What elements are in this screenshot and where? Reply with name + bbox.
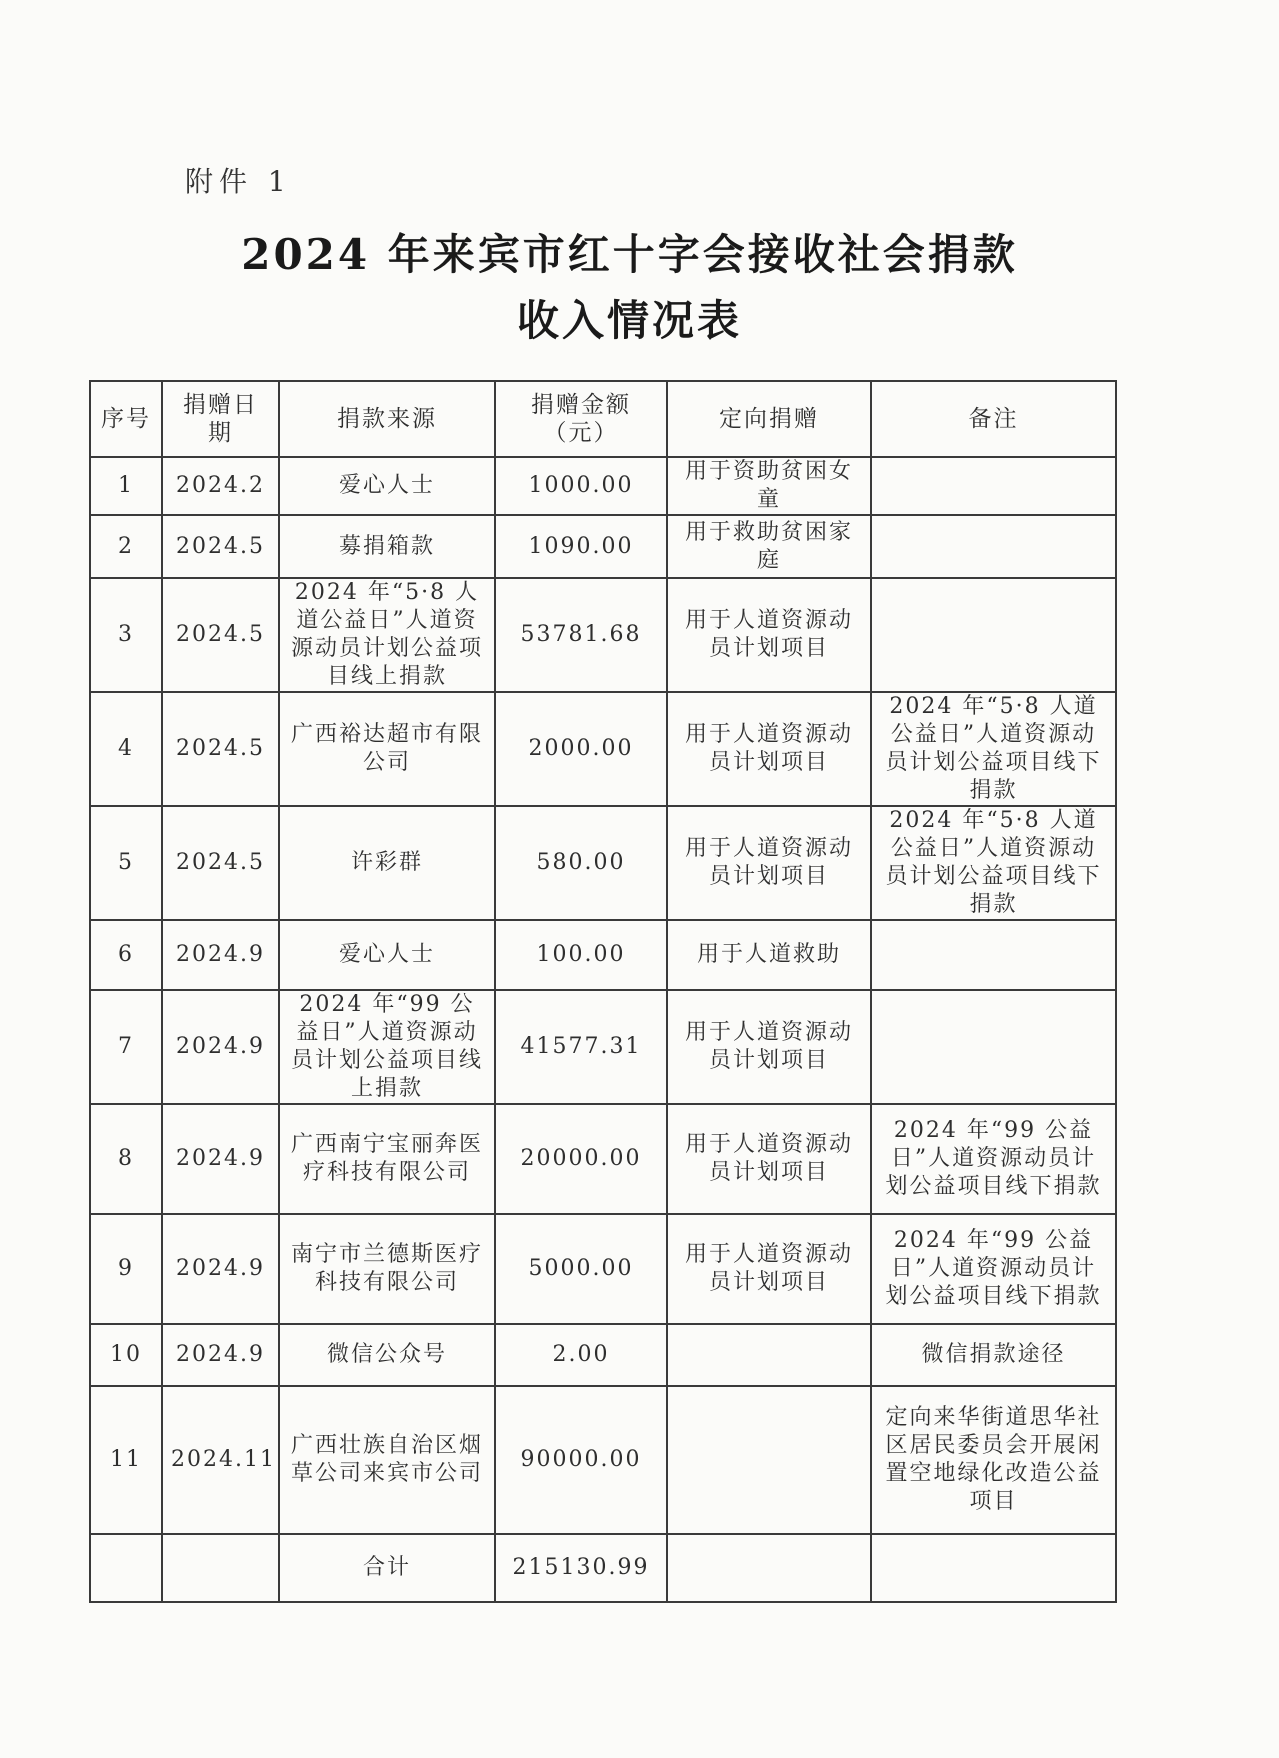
cell-remark: 定向来华街道思华社区居民委员会开展闲置空地绿化改造公益项目 [871, 1386, 1116, 1534]
cell-remark [871, 920, 1116, 990]
cell-no: 11 [90, 1386, 162, 1534]
cell-directed: 用于人道资源动员计划项目 [667, 806, 871, 920]
cell-source: 广西壮族自治区烟草公司来宾市公司 [279, 1386, 495, 1534]
cell-remark: 2024 年“99 公益日”人道资源动员计划公益项目线下捐款 [871, 1214, 1116, 1324]
cell-date [162, 1534, 279, 1602]
cell-no: 1 [90, 457, 162, 515]
table-header-row [90, 381, 1116, 457]
header-no: 序号 [90, 381, 162, 457]
cell-remark [871, 515, 1116, 578]
cell-date: 2024.9 [162, 1324, 279, 1386]
cell-date: 2024.5 [162, 515, 279, 578]
table-row [90, 578, 1116, 692]
cell-remark: 微信捐款途径 [871, 1324, 1116, 1386]
cell-source: 广西裕达超市有限公司 [279, 692, 495, 806]
header-amount: 捐赠金额（元） [495, 381, 667, 457]
cell-source: 微信公众号 [279, 1324, 495, 1386]
cell-amount: 20000.00 [495, 1104, 667, 1214]
cell-remark: 2024 年“99 公益日”人道资源动员计划公益项目线下捐款 [871, 1104, 1116, 1214]
cell-directed: 用于资助贫困女童 [667, 457, 871, 515]
cell-source: 许彩群 [279, 806, 495, 920]
cell-directed [667, 1534, 871, 1602]
cell-directed: 用于人道资源动员计划项目 [667, 578, 871, 692]
table-row [90, 692, 1116, 806]
cell-date: 2024.2 [162, 457, 279, 515]
cell-date: 2024.5 [162, 578, 279, 692]
cell-date: 2024.5 [162, 692, 279, 806]
cell-amount: 1090.00 [495, 515, 667, 578]
cell-no: 3 [90, 578, 162, 692]
cell-date: 2024.11 [162, 1386, 279, 1534]
cell-directed: 用于人道救助 [667, 920, 871, 990]
cell-source: 募捐箱款 [279, 515, 495, 578]
document-title: 2024 年来宾市红十字会接收社会捐款 [241, 230, 1018, 279]
cell-amount: 2000.00 [495, 692, 667, 806]
cell-amount: 41577.31 [495, 990, 667, 1104]
cell-date: 2024.9 [162, 920, 279, 990]
cell-source: 爱心人士 [279, 457, 495, 515]
cell-amount: 100.00 [495, 920, 667, 990]
cell-date: 2024.5 [162, 806, 279, 920]
cell-source: 广西南宁宝丽奔医疗科技有限公司 [279, 1104, 495, 1214]
cell-directed [667, 1386, 871, 1534]
cell-amount: 53781.68 [495, 578, 667, 692]
cell-directed [667, 1324, 871, 1386]
cell-no: 9 [90, 1214, 162, 1324]
cell-amount: 2.00 [495, 1324, 667, 1386]
cell-no: 4 [90, 692, 162, 806]
cell-amount: 90000.00 [495, 1386, 667, 1534]
cell-remark [871, 578, 1116, 692]
table-row [90, 1214, 1116, 1324]
table-row [90, 1324, 1116, 1386]
document-subtitle: 收入情况表 [516, 296, 742, 345]
table-row [90, 515, 1116, 578]
cell-no: 2 [90, 515, 162, 578]
cell-source: 南宁市兰德斯医疗科技有限公司 [279, 1214, 495, 1324]
cell-amount: 5000.00 [495, 1214, 667, 1324]
cell-no [90, 1534, 162, 1602]
cell-date: 2024.9 [162, 1214, 279, 1324]
cell-no: 7 [90, 990, 162, 1104]
cell-directed: 用于救助贫困家庭 [667, 515, 871, 578]
total-amount: 215130.99 [495, 1534, 667, 1602]
cell-directed: 用于人道资源动员计划项目 [667, 1104, 871, 1214]
header-source: 捐款来源 [279, 381, 495, 457]
annex-label: 附件 1 [185, 165, 292, 198]
cell-remark: 2024 年“5·8 人道公益日”人道资源动员计划公益项目线下捐款 [871, 692, 1116, 806]
cell-directed: 用于人道资源动员计划项目 [667, 1214, 871, 1324]
cell-remark [871, 457, 1116, 515]
header-remark: 备注 [871, 381, 1116, 457]
table-row [90, 920, 1116, 990]
cell-source: 爱心人士 [279, 920, 495, 990]
cell-remark [871, 990, 1116, 1104]
table-row [90, 1386, 1116, 1534]
table-row [90, 990, 1116, 1104]
cell-no: 8 [90, 1104, 162, 1214]
cell-remark: 2024 年“5·8 人道公益日”人道资源动员计划公益项目线下捐款 [871, 806, 1116, 920]
cell-no: 5 [90, 806, 162, 920]
table-row [90, 1104, 1116, 1214]
cell-date: 2024.9 [162, 990, 279, 1104]
cell-date: 2024.9 [162, 1104, 279, 1214]
header-directed: 定向捐赠 [667, 381, 871, 457]
cell-directed: 用于人道资源动员计划项目 [667, 990, 871, 1104]
cell-amount: 1000.00 [495, 457, 667, 515]
cell-source: 2024 年“99 公益日”人道资源动员计划公益项目线上捐款 [279, 990, 495, 1104]
donation-table [89, 380, 1117, 1603]
cell-no: 10 [90, 1324, 162, 1386]
table-row [90, 457, 1116, 515]
header-date: 捐赠日期 [162, 381, 279, 457]
cell-directed: 用于人道资源动员计划项目 [667, 692, 871, 806]
cell-no: 6 [90, 920, 162, 990]
cell-amount: 580.00 [495, 806, 667, 920]
cell-remark [871, 1534, 1116, 1602]
table-row [90, 806, 1116, 920]
total-row [90, 1534, 1116, 1602]
cell-source: 2024 年“5·8 人道公益日”人道资源动员计划公益项目线上捐款 [279, 578, 495, 692]
total-label: 合计 [279, 1534, 495, 1602]
